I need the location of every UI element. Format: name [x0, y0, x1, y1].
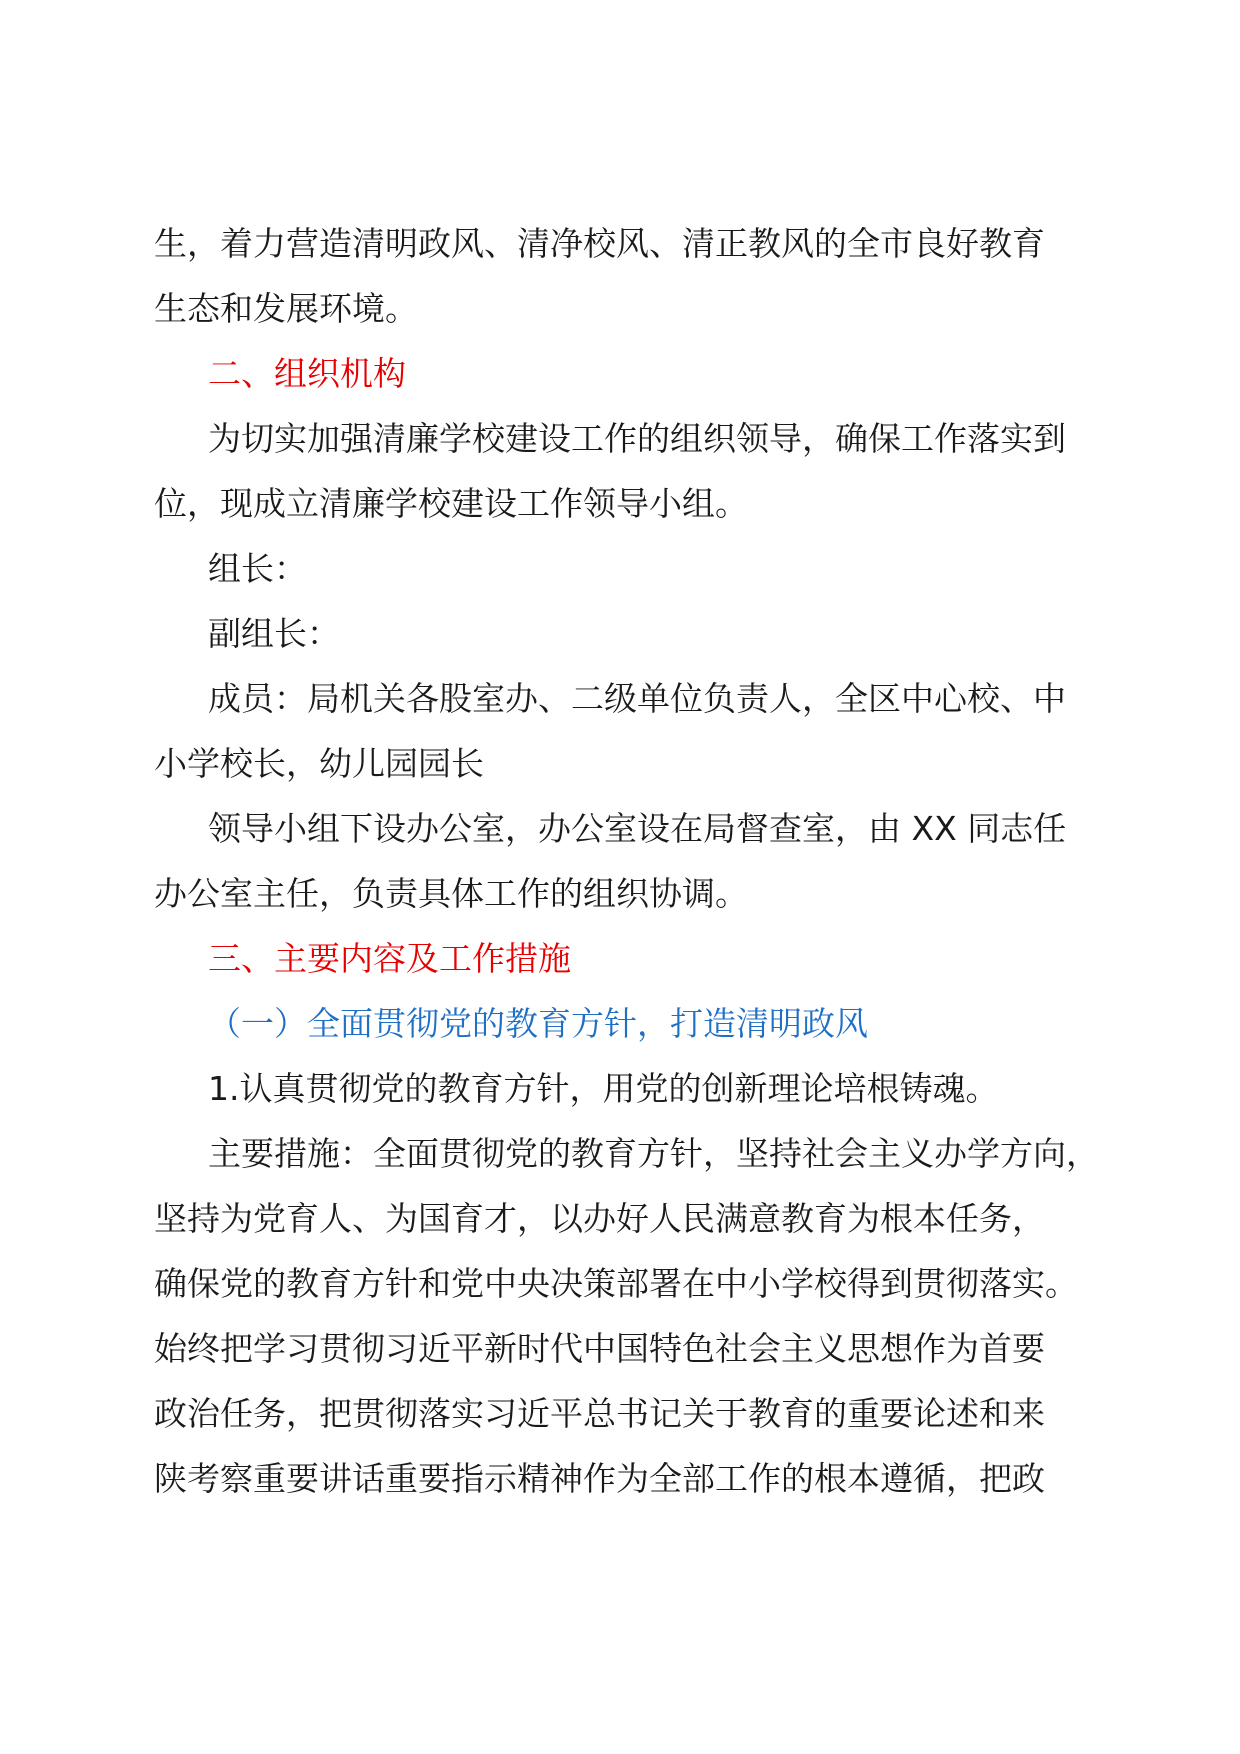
body-text-line: 坚持为党育人、为国育才，以办好人民满意教育为根本任务，	[154, 1199, 1045, 1238]
body-text-line: 生态和发展环境。	[154, 289, 418, 328]
body-text-line: 始终把学习贯彻习近平新时代中国特色社会主义思想作为首要	[154, 1329, 1045, 1368]
body-text-line: 陕考察重要讲话重要指示精神作为全部工作的根本遵循，把政	[154, 1459, 1045, 1498]
body-text-line: 副组长：	[208, 614, 340, 653]
body-text-line: 办公室主任，负责具体工作的组织协调。	[154, 874, 748, 913]
body-text-line: 小学校长，幼儿园园长	[154, 744, 484, 783]
section-heading: 二、组织机构	[208, 354, 406, 393]
body-text-line: 成员：局机关各股室办、二级单位负责人，全区中心校、中	[208, 679, 1066, 718]
body-text-line: 确保党的教育方针和党中央决策部署在中小学校得到贯彻落实。	[154, 1264, 1078, 1303]
subsection-heading: （一）全面贯彻党的教育方针，打造清明政风	[208, 1004, 868, 1043]
body-text-line: 位，现成立清廉学校建设工作领导小组。	[154, 484, 748, 523]
body-text-line: 为切实加强清廉学校建设工作的组织领导，确保工作落实到	[208, 419, 1066, 458]
body-text-line: 领导小组下设办公室，办公室设在局督查室，由 XX 同志任	[208, 809, 1067, 848]
body-text-line: 1.认真贯彻党的教育方针，用党的创新理论培根铸魂。	[208, 1069, 999, 1108]
body-text-line: 组长：	[208, 549, 307, 588]
body-text-line: 生，着力营造清明政风、清净校风、清正教风的全市良好教育	[154, 224, 1045, 263]
section-heading: 三、主要内容及工作措施	[208, 939, 571, 978]
body-text-line: 政治任务，把贯彻落实习近平总书记关于教育的重要论述和来	[154, 1394, 1045, 1433]
body-text-line: 主要措施：全面贯彻党的教育方针，坚持社会主义办学方向，	[208, 1134, 1099, 1173]
